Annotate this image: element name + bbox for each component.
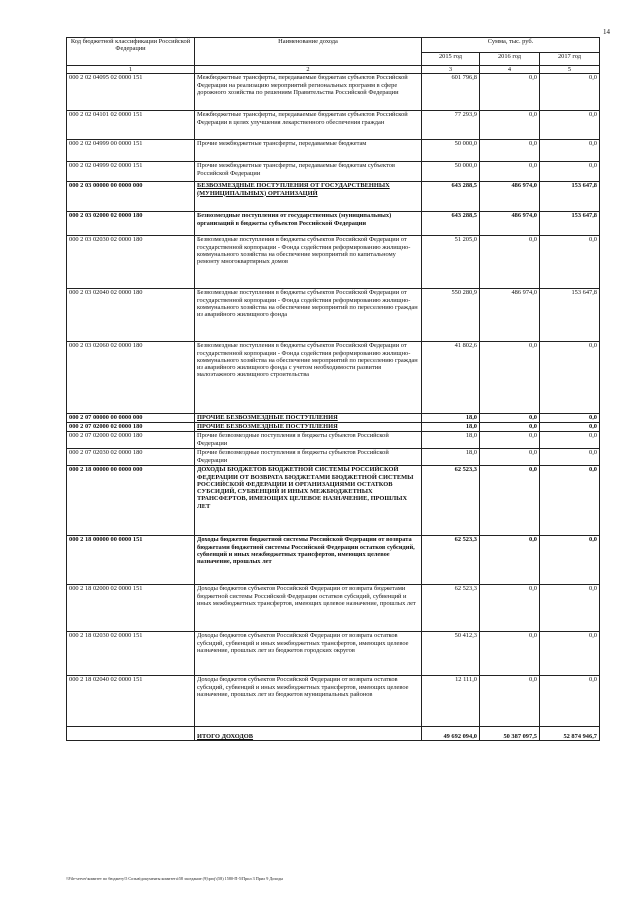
row-code: 000 2 02 04095 02 0000 151 <box>67 74 195 111</box>
row-code: 000 2 07 02030 02 0000 180 <box>67 449 195 466</box>
row-code: 000 2 07 02000 02 0000 180 <box>67 432 195 449</box>
row-2015-value: 50 000,0 <box>422 140 480 162</box>
table-row <box>67 585 600 632</box>
total-code <box>67 727 195 741</box>
row-code: 000 2 18 00000 00 0000 000 <box>67 466 195 536</box>
row-2016-value: 0,0 <box>480 423 540 432</box>
row-2016-value: 0,0 <box>480 466 540 536</box>
table-row <box>67 449 600 466</box>
header-sum: Сумма, тыс. руб. <box>422 38 600 53</box>
row-2015-value: 77 293,9 <box>422 111 480 140</box>
total-label: ИТОГО ДОХОДОВ <box>195 727 422 741</box>
table-row <box>67 676 600 727</box>
row-code: 000 2 03 02000 02 0000 180 <box>67 212 195 236</box>
row-2015-value: 50 000,0 <box>422 162 480 182</box>
row-name: Доходы бюджетов субъектов Российской Федерации от возврата остатков субсидий, субвенций и иных межбюджетных трансфертов, имеющих целевое назначение, прошлых лет из бюджетов городских округов <box>195 632 422 676</box>
row-name: БЕЗВОЗМЕЗДНЫЕ ПОСТУПЛЕНИЯ ОТ ГОСУДАРСТВЕННЫХ (МУНИЦИПАЛЬНЫХ) ОРГАНИЗАЦИЙ <box>195 182 422 212</box>
table-row <box>67 140 600 162</box>
table-row <box>67 466 600 536</box>
row-2017-value: 0,0 <box>540 432 600 449</box>
row-2017-value: 0,0 <box>540 466 600 536</box>
row-name: Прочие межбюджетные трансферты, передаваемые бюджетам <box>195 140 422 162</box>
row-code: 000 2 18 02000 02 0000 151 <box>67 585 195 632</box>
row-name: Прочие межбюджетные трансферты, передаваемые бюджетам субъектов Российской Федерации <box>195 162 422 182</box>
row-name: Безвозмездные поступления в бюджеты субъектов Российской Федерации от государственной корпорации - Фонда содействия реформированию жилищно-коммунального хозяйства на обеспечение мероприятий по капитальному ремонту многоквартирных домов <box>195 236 422 289</box>
header-year-2015: 2015 год <box>422 53 480 66</box>
row-2015-value: 550 280,9 <box>422 289 480 342</box>
total-2015-value: 49 692 094,0 <box>422 727 480 741</box>
table-row <box>67 111 600 140</box>
row-2015-value: 62 523,3 <box>422 585 480 632</box>
row-2015-value: 12 111,0 <box>422 676 480 727</box>
table-row <box>67 423 600 432</box>
header-code: Код бюджетной классификации Российской Федерации <box>67 38 195 66</box>
row-name: Прочие безвозмездные поступления в бюджеты субъектов Российской Федерации <box>195 449 422 466</box>
row-2015-value: 18,0 <box>422 449 480 466</box>
row-name: ПРОЧИЕ БЕЗВОЗМЕЗДНЫЕ ПОСТУПЛЕНИЯ <box>195 414 422 423</box>
table-row <box>67 212 600 236</box>
row-2015-value: 601 796,8 <box>422 74 480 111</box>
row-2017-value: 0,0 <box>540 414 600 423</box>
row-2016-value: 0,0 <box>480 140 540 162</box>
table-row <box>67 162 600 182</box>
table-row <box>67 289 600 342</box>
row-code: 000 2 18 02030 02 0000 151 <box>67 632 195 676</box>
row-2016-value: 0,0 <box>480 536 540 585</box>
row-2017-value: 0,0 <box>540 74 600 111</box>
row-code: 000 2 02 04999 00 0000 151 <box>67 140 195 162</box>
header-name: Наименование дохода <box>195 38 422 66</box>
row-2017-value: 0,0 <box>540 162 600 182</box>
column-number: 5 <box>540 66 600 74</box>
row-2017-value: 0,0 <box>540 111 600 140</box>
row-name: Межбюджетные трансферты, передаваемые бюджетам субъектов Российской Федерации на реализацию мероприятий региональных программ в сфере дорожного хозяйства по решениям Правительства Российской Федерации <box>195 74 422 111</box>
row-2015-value: 62 523,3 <box>422 466 480 536</box>
row-2017-value: 153 647,8 <box>540 182 600 212</box>
row-code: 000 2 02 04999 02 0000 151 <box>67 162 195 182</box>
row-code: 000 2 03 02030 02 0000 180 <box>67 236 195 289</box>
row-name: Доходы бюджетов субъектов Российской Федерации от возврата бюджетами бюджетной системы Российской Федерации остатков субсидий, субвенций и иных межбюджетных трансфертов, имеющих целевое назначение, прошлых лет <box>195 585 422 632</box>
row-2015-value: 18,0 <box>422 432 480 449</box>
row-code: 000 2 02 04101 02 0000 151 <box>67 111 195 140</box>
row-code: 000 2 07 00000 00 0000 000 <box>67 414 195 423</box>
row-2017-value: 0,0 <box>540 236 600 289</box>
row-2017-value: 0,0 <box>540 585 600 632</box>
row-2017-value: 153 647,8 <box>540 289 600 342</box>
row-name: Межбюджетные трансферты, передаваемые бюджетам субъектов Российской Федерации в целях улучшения лекарственного обеспечения граждан <box>195 111 422 140</box>
row-2016-value: 0,0 <box>480 632 540 676</box>
row-2015-value: 643 288,5 <box>422 212 480 236</box>
row-2017-value: 0,0 <box>540 449 600 466</box>
row-2016-value: 0,0 <box>480 449 540 466</box>
row-2017-value: 0,0 <box>540 632 600 676</box>
row-2016-value: 0,0 <box>480 162 540 182</box>
row-2015-value: 51 205,0 <box>422 236 480 289</box>
row-2016-value: 486 974,0 <box>480 182 540 212</box>
row-code: 000 2 03 02040 02 0000 180 <box>67 289 195 342</box>
row-2017-value: 0,0 <box>540 342 600 414</box>
row-2017-value: 0,0 <box>540 423 600 432</box>
row-2015-value: 18,0 <box>422 414 480 423</box>
page-number: 14 <box>603 28 610 36</box>
column-number: 3 <box>422 66 480 74</box>
row-2015-value: 18,0 <box>422 423 480 432</box>
row-2016-value: 0,0 <box>480 342 540 414</box>
table-row <box>67 432 600 449</box>
column-number: 1 <box>67 66 195 74</box>
table-row <box>67 236 600 289</box>
header-year-2017: 2017 год <box>540 53 600 66</box>
table-row <box>67 342 600 414</box>
row-2016-value: 486 974,0 <box>480 212 540 236</box>
row-2015-value: 41 802,6 <box>422 342 480 414</box>
row-2017-value: 0,0 <box>540 536 600 585</box>
table-row <box>67 182 600 212</box>
total-2016-value: 50 387 097,5 <box>480 727 540 741</box>
header-year-2016: 2016 год <box>480 53 540 66</box>
table-row <box>67 414 600 423</box>
row-name: Прочие безвозмездные поступления в бюджеты субъектов Российской Федерации <box>195 432 422 449</box>
row-name: ДОХОДЫ БЮДЖЕТОВ БЮДЖЕТНОЙ СИСТЕМЫ РОССИЙСКОЙ ФЕДЕРАЦИИ ОТ ВОЗВРАТА БЮДЖЕТАМИ БЮДЖЕТНОЙ СИСТЕМЫ РОССИЙСКОЙ ФЕДЕРАЦИИ И ОРГАНИЗАЦИЯМИ ОСТАТКОВ СУБСИДИЙ, СУБВЕНЦИЙ И ИНЫХ МЕЖБЮДЖЕТНЫХ ТРАНСФЕРТОВ, ИМЕЮЩИХ ЦЕЛЕВОЕ НАЗНАЧЕНИЕ, ПРОШЛЫХ ЛЕТ <box>195 466 422 536</box>
row-name: Безвозмездные поступления от государственных (муниципальных) организаций в бюджеты субъектов Российской Федерации <box>195 212 422 236</box>
row-2015-value: 62 523,3 <box>422 536 480 585</box>
row-2016-value: 486 974,0 <box>480 289 540 342</box>
row-2015-value: 643 288,5 <box>422 182 480 212</box>
row-name: Безвозмездные поступления в бюджеты субъектов Российской Федерации от государственной корпорации - Фонда содействия реформированию жилищно-коммунального хозяйства на обеспечение мероприятий по переселению граждан из аварийного жилищного фонда <box>195 289 422 342</box>
table-row <box>67 632 600 676</box>
row-2016-value: 0,0 <box>480 585 540 632</box>
row-2016-value: 0,0 <box>480 111 540 140</box>
row-2016-value: 0,0 <box>480 432 540 449</box>
row-code: 000 2 03 02060 02 0000 180 <box>67 342 195 414</box>
column-number: 2 <box>195 66 422 74</box>
column-number: 4 <box>480 66 540 74</box>
row-name: Безвозмездные поступления в бюджеты субъектов Российской Федерации от государственной корпорации - Фонда содействия реформированию жилищно-коммунального хозяйства на обеспечение мероприятий по переселению граждан из аварийного жилищного фонда с учетом необходимости развития малоэтажного жилищного строительства <box>195 342 422 414</box>
row-2017-value: 0,0 <box>540 676 600 727</box>
row-code: 000 2 18 00000 00 0000 151 <box>67 536 195 585</box>
row-code: 000 2 03 00000 00 0000 000 <box>67 182 195 212</box>
total-row <box>67 727 600 741</box>
row-2016-value: 0,0 <box>480 236 540 289</box>
row-code: 000 2 18 02040 02 0000 151 <box>67 676 195 727</box>
row-name: ПРОЧИЕ БЕЗВОЗМЕЗДНЫЕ ПОСТУПЛЕНИЯ <box>195 423 422 432</box>
row-2017-value: 0,0 <box>540 140 600 162</box>
total-2017-value: 52 874 946,7 <box>540 727 600 741</box>
row-name: Доходы бюджетов бюджетной системы Российской Федерации от возврата бюджетами бюджетной системы Российской Федерации остатков субсидий, субвенций и иных межбюджетных трансфертов, имеющих целевое назначение, прошлых лет <box>195 536 422 585</box>
row-2015-value: 50 412,3 <box>422 632 480 676</box>
table-row <box>67 74 600 111</box>
row-2016-value: 0,0 <box>480 414 540 423</box>
table-row <box>67 536 600 585</box>
revenue-table <box>66 37 600 741</box>
row-2016-value: 0,0 <box>480 676 540 727</box>
row-2017-value: 153 647,8 <box>540 212 600 236</box>
footer-file-path: \\File-server\комитет по бюджету\5 Созыв\документы комитета\58 заседание (9)\proj\(58) 1580-П-5\Прил 3 Прил 9 Доходы <box>66 876 284 881</box>
row-2016-value: 0,0 <box>480 74 540 111</box>
row-code: 000 2 07 02000 02 0000 180 <box>67 423 195 432</box>
row-name: Доходы бюджетов субъектов Российской Федерации от возврата остатков субсидий, субвенций и иных межбюджетных трансфертов, имеющих целевое назначение, прошлых лет из бюджетов муниципальных районов <box>195 676 422 727</box>
